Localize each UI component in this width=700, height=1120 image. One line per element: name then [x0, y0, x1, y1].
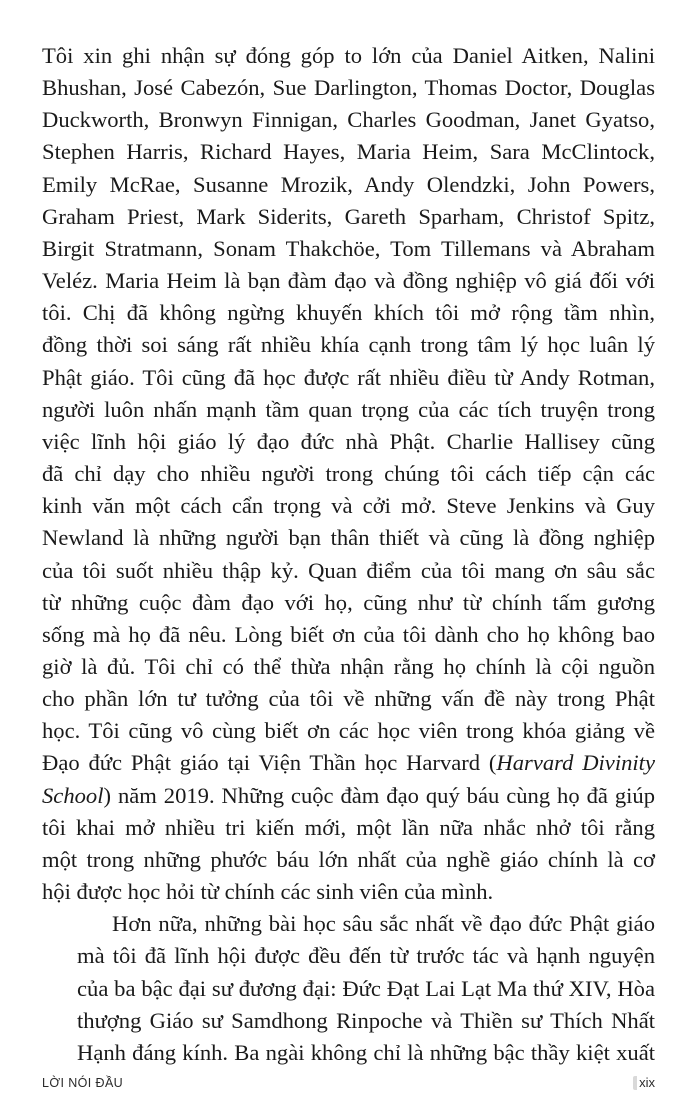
text-line: người luôn nhấn mạnh tầm quan trọng của các tích truyện trong	[42, 396, 655, 422]
text-line: một trong những phước báu lớn nhất của nghề giáo chính là cơ	[42, 846, 655, 872]
text-line: Phật giáo. Tôi cũng đã học được rất nhiều điều từ Andy Rotman,	[42, 364, 655, 390]
text-line: Hơn nữa, những bài học sâu sắc nhất về đạo đức Phật giáo	[112, 911, 655, 937]
text-line: việc lĩnh hội giáo lý đạo đức nhà Phật. Charlie Hallisey cũng	[42, 428, 655, 454]
text-line: hội được học hỏi từ chính các sinh viên của mình.	[42, 879, 494, 905]
text-line: Stephen Harris, Richard Hayes, Maria Heim, Sara McClintock,	[42, 139, 655, 165]
page-number: xix	[639, 1075, 655, 1090]
text-line-with-italic	[42, 780, 655, 812]
text-line: Emily McRae, Susanne Mrozik, Andy Olendzki, John Powers,	[42, 171, 655, 197]
italic-title: School	[42, 782, 104, 808]
text-segment: Đạo đức Phật giáo tại Viện Thần học Harvard (	[42, 750, 497, 776]
text-line: thượng Giáo sư Samdhong Rinpoche và Thiền sư Thích Nhất	[77, 1007, 655, 1033]
text-line: Bhushan, José Cabezón, Sue Darlington, Thomas Doctor, Douglas	[42, 75, 655, 101]
page-number-block	[633, 1075, 655, 1090]
text-line: Birgit Stratmann, Sonam Thakchöe, Tom Tillemans và Abraham	[42, 235, 655, 261]
text-line: của ba bậc đại sư đương đại: Đức Đạt Lai Lạt Ma thứ XIV, Hòa	[77, 975, 655, 1001]
running-section-title: LỜI NÓI ĐẦU	[42, 1076, 124, 1090]
text-line: đã chỉ dạy cho nhiều người trong chúng tôi cách tiếp cận các	[42, 461, 655, 487]
text-line: Hạnh đáng kính. Ba ngài không chỉ là những bậc thầy kiệt xuất	[77, 1039, 655, 1065]
text-line: Tôi xin ghi nhận sự đóng góp to lớn của Daniel Aitken, Nalini	[42, 43, 655, 68]
text-segment: ) năm 2019. Những cuộc đàm đạo quý báu cùng họ đã giúp	[103, 782, 655, 808]
text-line: Graham Priest, Mark Siderits, Gareth Sparham, Christof Spitz,	[42, 203, 655, 229]
text-line: đồng thời soi sáng rất nhiều khía cạnh trong tâm lý học luân lý	[42, 332, 655, 358]
text-line: giờ là đủ. Tôi chỉ có thể thừa nhận rằng họ chính là cội nguồn	[42, 653, 655, 679]
text-line: tôi. Chị đã không ngừng khuyến khích tôi mở rộng tầm nhìn,	[42, 300, 655, 326]
text-line: của tôi suốt nhiều thập kỷ. Quan điểm của tôi mang ơn sâu sắc	[42, 557, 655, 583]
text-line: kinh văn một cách cẩn trọng và cởi mở. Steve Jenkins và Guy	[42, 493, 655, 519]
text-line: Newland là những người bạn thân thiết và cũng là đồng nghiệp	[42, 525, 655, 551]
paragraph-acknowledgements	[42, 40, 655, 908]
page-footer	[42, 1076, 655, 1096]
text-line-with-italic	[42, 747, 655, 779]
text-line: tôi khai mở nhiều tri kiến mới, một lần nữa nhắc nhở tôi rằng	[42, 814, 655, 840]
text-line: mà tôi đã lĩnh hội được đều đến từ trước tác và hạnh nguyện	[77, 943, 655, 969]
text-line: Duckworth, Bronwyn Finnigan, Charles Goodman, Janet Gyatso,	[42, 107, 655, 133]
text-line: sống mà họ đã nêu. Lòng biết ơn của tôi dành cho họ không bao	[42, 621, 655, 647]
text-line: Veléz. Maria Heim là bạn đàm đạo và đồng nghiệp vô giá đối với	[42, 268, 655, 294]
italic-title: Harvard Divinity	[496, 750, 655, 776]
body-text	[42, 40, 655, 1069]
text-line: từ những cuộc đàm đạo với họ, cũng như từ chính tấm gương	[42, 589, 655, 615]
paragraph-teachers	[42, 908, 655, 1069]
text-line: cho phần lớn tư tưởng của tôi về những vấn đề này trong Phật	[42, 686, 655, 712]
page-marker-tab	[633, 1076, 637, 1090]
text-line: học. Tôi cũng vô cùng biết ơn các học viên trong khóa giảng về	[42, 718, 655, 744]
